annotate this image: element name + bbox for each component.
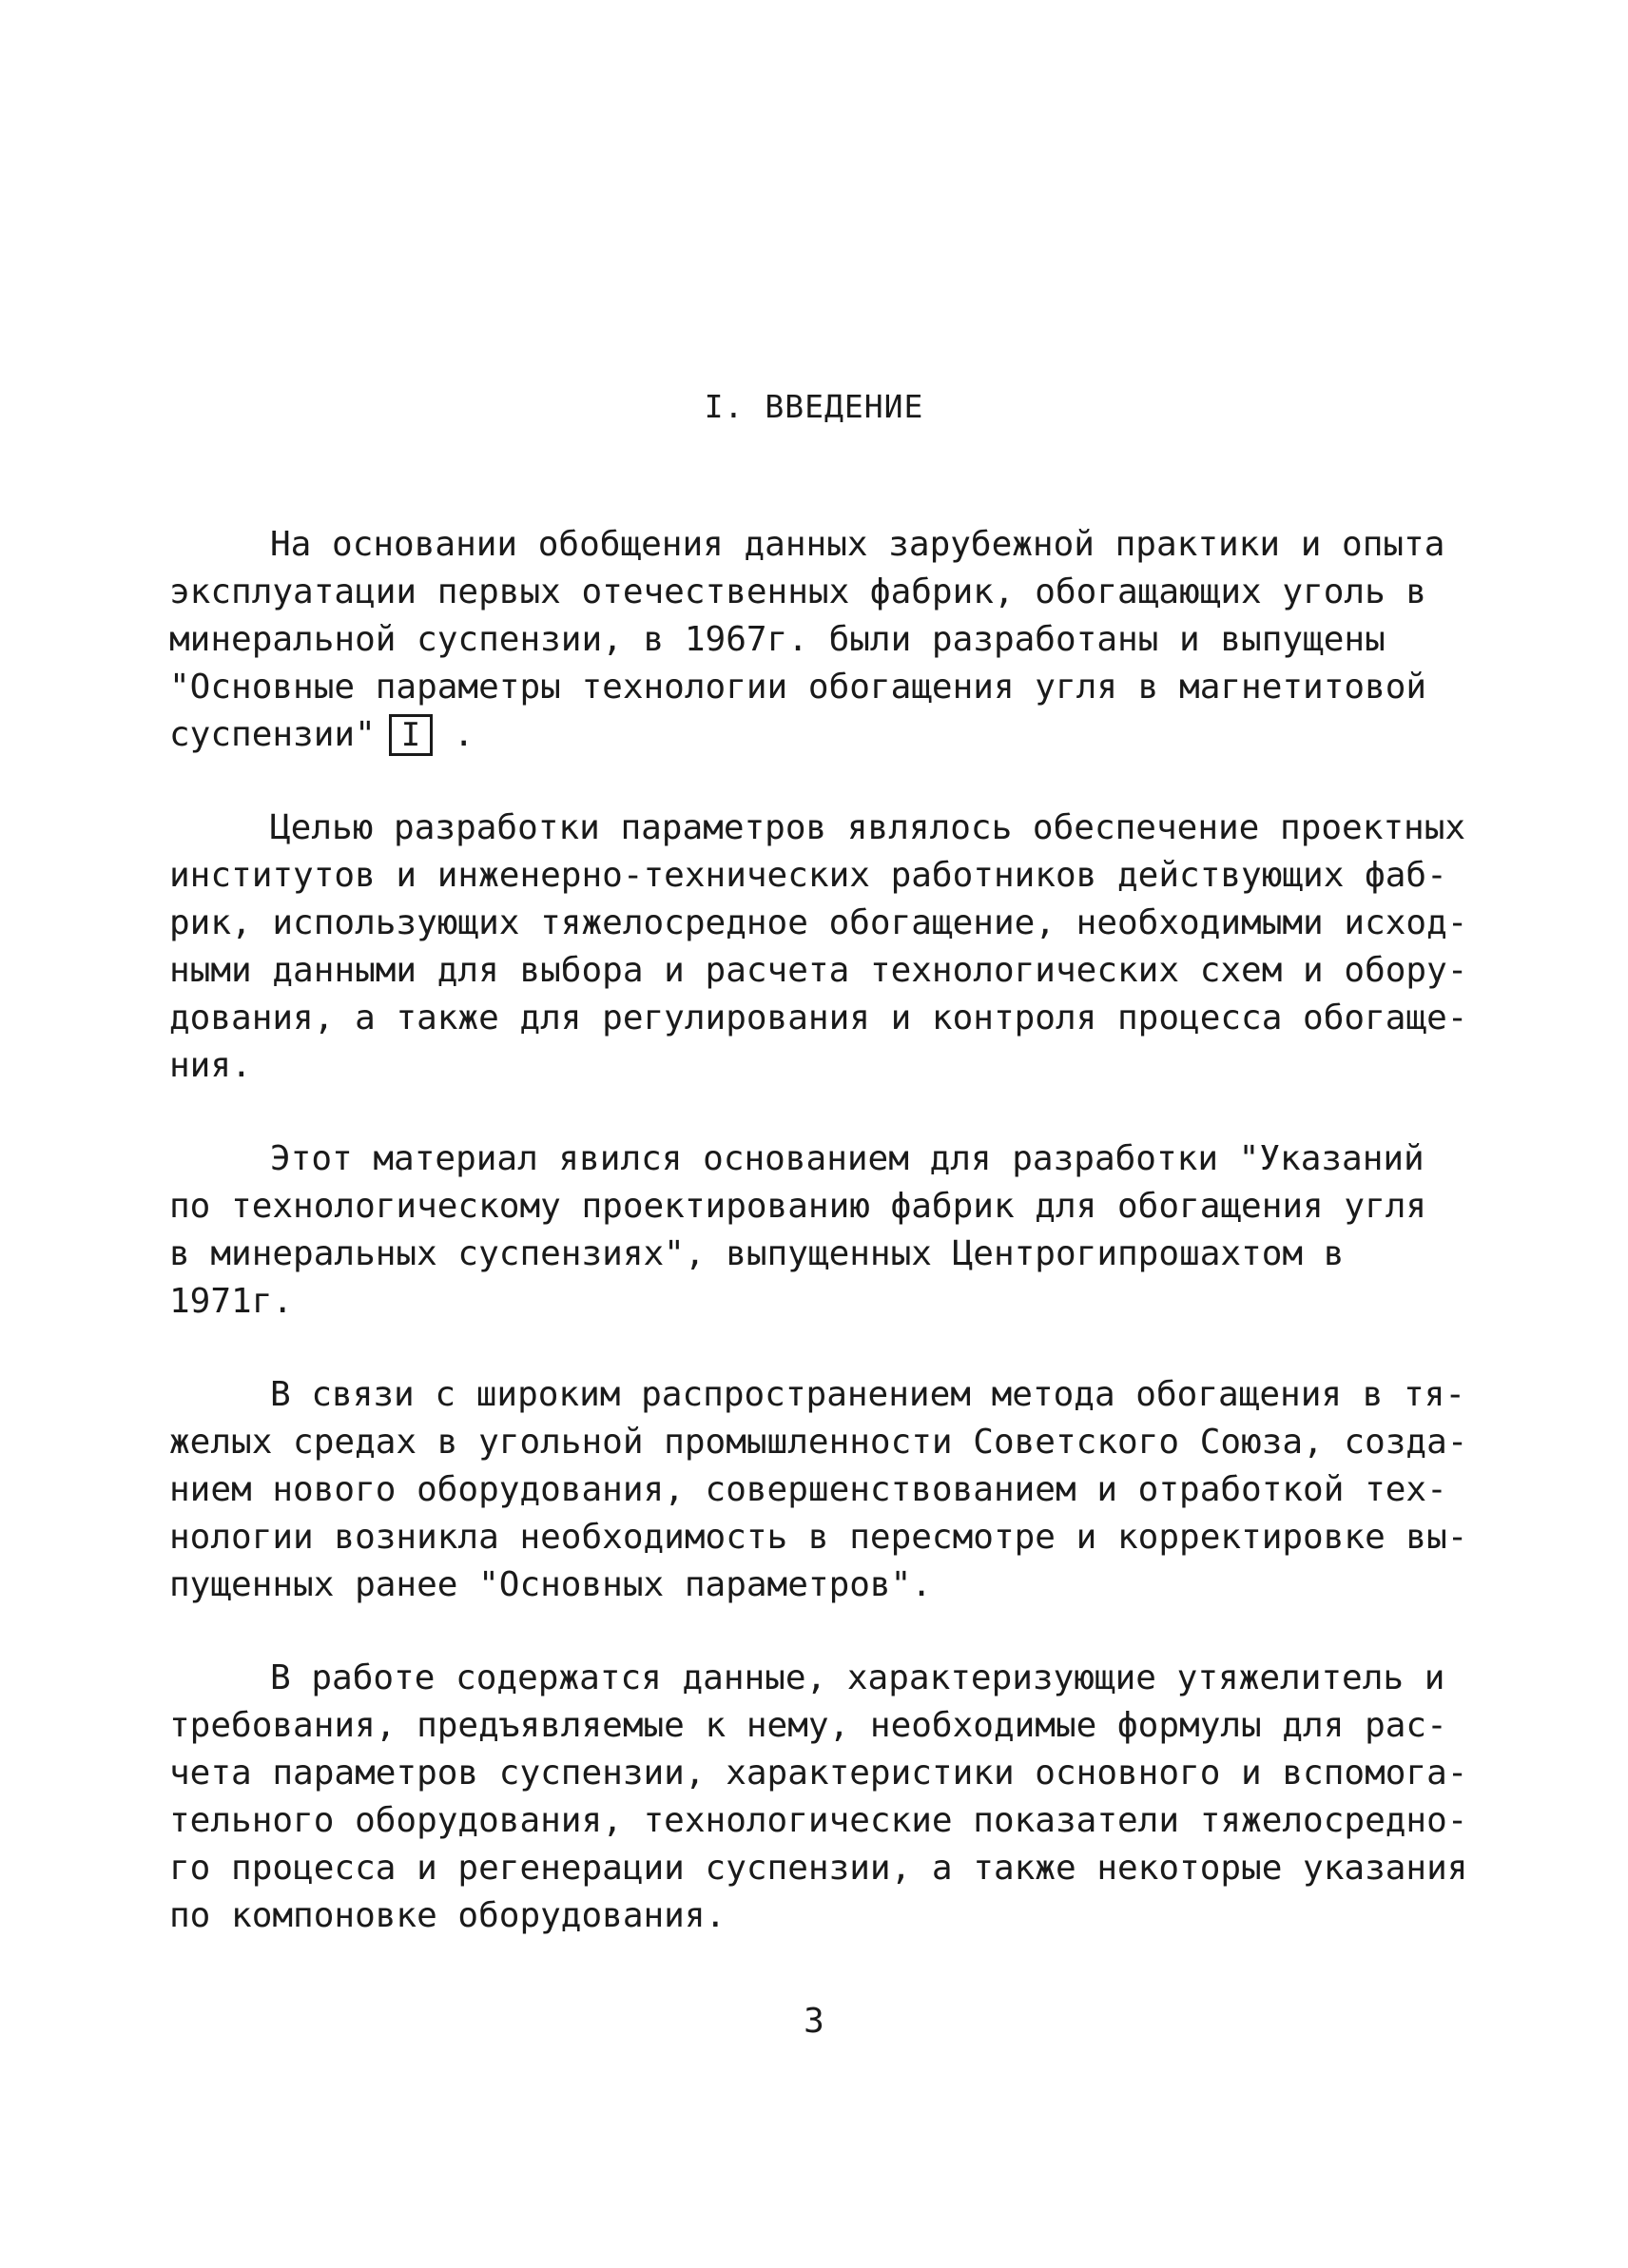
- paragraph-end-mark: .: [453, 715, 475, 754]
- paragraph-line: Целью разработки параметров являлось обеспечение проектных: [270, 808, 1466, 847]
- paragraph-line: Этот материал явился основанием для разработки "Указаний: [270, 1139, 1424, 1178]
- paragraph-line: го процесса и регенерации суспензии, а также некоторые указания: [169, 1849, 1468, 1888]
- paragraph-line: по компоновке оборудования.: [169, 1896, 727, 1935]
- paragraph-line: минеральной суспензии, в 1967г. были разработаны и выпущены: [169, 620, 1386, 659]
- paragraph-line-text: суспензии": [169, 715, 376, 754]
- paragraph-line: нием нового оборудования, совершенствованием и отработкой тех-: [169, 1470, 1447, 1509]
- paragraph-line: эксплуатации первых отечественных фабрик, обогащающих уголь в: [169, 572, 1427, 611]
- reference-citation: I: [389, 714, 433, 756]
- section-number: I.: [704, 388, 745, 425]
- paragraph-line: В работе содержатся данные, характеризующие утяжелитель и: [270, 1658, 1445, 1697]
- section-heading: [0, 388, 1628, 425]
- paragraph-5: [169, 1655, 1468, 1940]
- paragraph-line: На основании обобщения данных зарубежной практики и опыта: [270, 525, 1445, 564]
- paragraph-line: рик, использующих тяжелосредное обогащение, необходимыми исход-: [169, 903, 1468, 942]
- paragraph-line: тельного оборудования, технологические показатели тяжелосредно-: [169, 1801, 1468, 1840]
- paragraph-line-with-reference: [169, 711, 1444, 759]
- paragraph-3: [169, 1135, 1444, 1326]
- paragraph-line: 1971г.: [169, 1282, 294, 1321]
- paragraph-line: ния.: [169, 1046, 252, 1085]
- paragraph-4: [169, 1371, 1468, 1609]
- body-text: [169, 521, 1468, 1986]
- paragraph-line: В связи с широким распространением метода обогащения в тя-: [270, 1375, 1466, 1414]
- page-number: 3: [804, 2002, 824, 2041]
- paragraph-line: пущенных ранее "Основных параметров".: [169, 1565, 932, 1604]
- paragraph-line: в минеральных суспензиях", выпущенных Центрогипрошахтом в: [169, 1234, 1345, 1273]
- paragraph-line: институтов и инженерно-технических работников действующих фаб-: [169, 856, 1447, 895]
- paragraph-line: чета параметров суспензии, характеристики основного и вспомога-: [169, 1754, 1468, 1793]
- paragraph-line: "Основные параметры технологии обогащения угля в магнетитовой: [169, 668, 1427, 707]
- paragraph-line: дования, а также для регулирования и контроля процесса обогаще-: [169, 998, 1468, 1037]
- paragraph-line: желых средах в угольной промышленности Советского Союза, созда-: [169, 1423, 1468, 1462]
- paragraph-line: нологии возникла необходимость в пересмотре и корректировке вы-: [169, 1518, 1468, 1557]
- paragraph-line: по технологическому проектированию фабрик для обогащения угля: [169, 1187, 1427, 1226]
- paragraph-line: ными данными для выбора и расчета технологических схем и обору-: [169, 951, 1468, 990]
- paragraph-2: [169, 804, 1468, 1090]
- paragraph-line: требования, предъявляемые к нему, необходимые формулы для рас-: [169, 1706, 1447, 1745]
- paragraph-1: [169, 521, 1444, 759]
- section-title: ВВЕДЕНИЕ: [765, 388, 924, 425]
